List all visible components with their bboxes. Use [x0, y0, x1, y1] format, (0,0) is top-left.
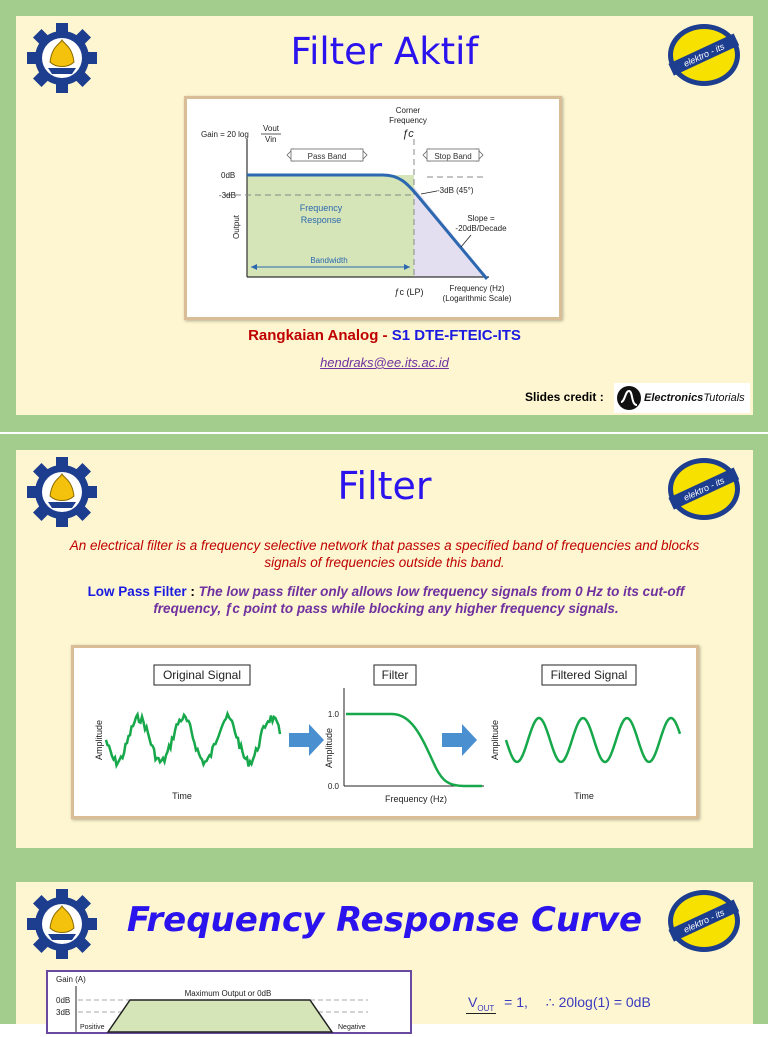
amplitude-axis-label-filter: Amplitude	[324, 727, 334, 769]
eq-vout-v: V	[468, 994, 478, 1010]
log-scale-label: (Logarithmic Scale)	[442, 294, 512, 303]
negative-label: Negative	[338, 1024, 366, 1031]
eq-rhs: = 1,	[504, 994, 528, 1010]
eq-therefore: ∴ 20log(1) = 0dB	[545, 994, 651, 1010]
lpf-colon: :	[186, 584, 199, 599]
elektro-its-logo-text: elektro - its	[681, 475, 727, 503]
filter-response-diagram	[184, 96, 562, 320]
tick-0: 0.0	[327, 782, 339, 791]
eq-vout-sub: OUT	[477, 1003, 495, 1013]
slide-3	[16, 882, 753, 1031]
gain-formula: Gain = 20 log	[201, 130, 249, 139]
corner-label-2: Frequency	[389, 116, 427, 125]
gain-diagram	[46, 970, 412, 1034]
amplitude-axis-label-original: Amplitude	[94, 719, 104, 761]
pass-band-shape	[108, 1000, 332, 1032]
course-name: Rangkaian Analog	[248, 327, 379, 344]
email-link[interactable]: hendraks@ee.its.ac.id	[320, 355, 449, 370]
bandwidth-label: Bandwidth	[310, 256, 348, 265]
time-label-original: Time	[172, 791, 192, 801]
filtered-signal-label: Filtered Signal	[550, 668, 628, 682]
slide-2	[16, 450, 753, 848]
filter-label: Filter	[381, 668, 409, 682]
tutorials-logo-bold: Electronics	[644, 392, 704, 404]
output-axis-label: Output	[232, 214, 241, 239]
zero-db-label: 0dB	[56, 996, 71, 1005]
zero-db-label: 0dB	[221, 171, 236, 180]
arrow-right-icon	[289, 724, 324, 756]
elektro-its-logo	[666, 888, 742, 954]
lpf-text: The low pass filter only allows low frequency signals from 0 Hz to its cut-off frequency, ƒc point to pass while blocking any higher frequency signals.	[153, 584, 685, 616]
slope-label-2: -20dB/Decade	[455, 224, 507, 233]
low-pass-filter-description	[80, 583, 692, 617]
positive-label: Positive	[80, 1024, 105, 1031]
stop-band-label: Stop Band	[434, 152, 472, 161]
page-title: Filter Aktif	[290, 30, 479, 73]
time-label-filtered: Time	[574, 791, 594, 801]
filtered-signal-waveform	[506, 718, 680, 762]
filter-response-curve	[346, 714, 482, 786]
page-title: Filter	[337, 464, 432, 508]
page-title: Frequency Response Curve	[126, 900, 643, 940]
original-signal-waveform	[106, 714, 280, 767]
program-name: S1 DTE-FTEIC-ITS	[391, 327, 521, 344]
frequency-hz-label: Frequency (Hz)	[384, 794, 448, 804]
tutorials-logo-light: Tutorials	[703, 392, 745, 404]
gain-denominator: Vin	[265, 135, 277, 144]
elektro-its-logo-text: elektro - its	[681, 41, 727, 69]
elektro-its-logo	[666, 456, 742, 522]
elektro-its-logo-text: elektro - its	[681, 907, 727, 935]
gain-a-label: Gain (A)	[56, 975, 86, 984]
filter-definition: An electrical filter is a frequency selective network that passes a specified band of frequencies and blocks signals of frequencies outside this band.	[69, 538, 700, 570]
amplitude-axis-label-filtered: Amplitude	[490, 719, 500, 761]
course-separator: -	[378, 327, 392, 344]
frequency-hz-label: Frequency (Hz)	[449, 284, 505, 293]
filter-signal-figure	[71, 645, 699, 819]
fc-lp-label: ƒc (LP)	[394, 287, 424, 297]
eq-vout	[466, 994, 496, 1014]
pass-band-label: Pass Band	[307, 152, 347, 161]
gain-equation	[466, 994, 651, 1014]
original-signal-label: Original Signal	[162, 668, 242, 682]
lpf-label: Low Pass Filter	[87, 584, 187, 599]
minus-3db-45-label: -3dB (45°)	[437, 186, 474, 195]
fc-label: ƒc	[402, 128, 414, 140]
slide-1	[16, 16, 753, 415]
max-output-label: Maximum Output or 0dB	[184, 989, 272, 998]
freq-response-label-2: Response	[300, 215, 342, 225]
three-db-label: 3dB	[56, 1008, 71, 1017]
tick-1: 1.0	[327, 710, 339, 719]
corner-label-1: Corner	[395, 106, 421, 115]
course-line	[16, 327, 753, 344]
minus-3db-label: -3dB	[219, 191, 236, 200]
gain-numerator: Vout	[263, 124, 280, 133]
arrow-right-icon	[442, 724, 477, 756]
electronics-tutorials-logo	[614, 383, 750, 413]
tutorials-logo-icon	[616, 385, 642, 411]
freq-response-label-1: Frequency	[299, 203, 343, 213]
elektro-its-logo	[666, 22, 742, 88]
slope-label-1: Slope =	[467, 214, 495, 223]
slides-credit-label: Slides credit :	[525, 390, 604, 404]
